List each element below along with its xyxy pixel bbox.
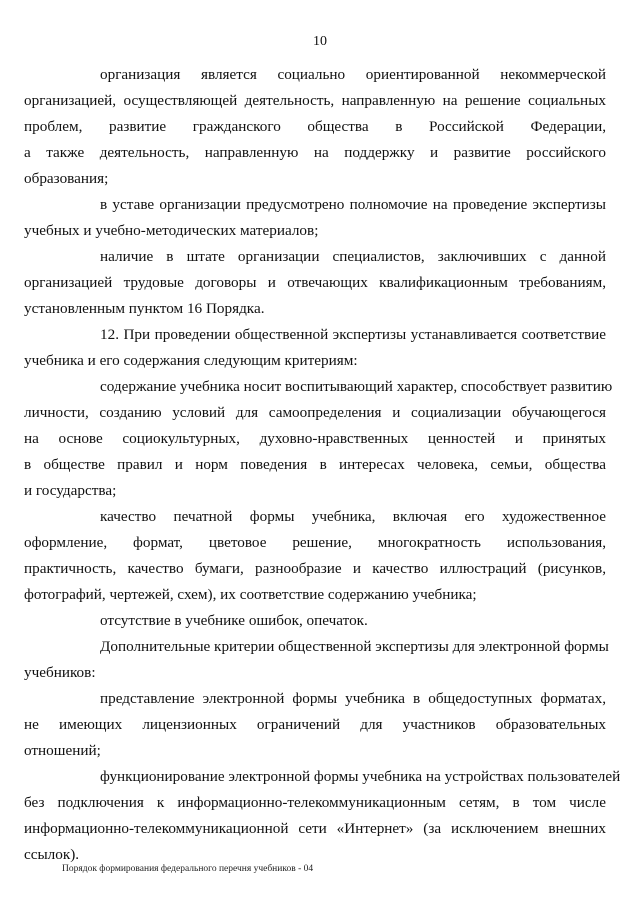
text-line: фотографий, чертежей, схем), их соответствие содержанию учебника; xyxy=(24,586,477,603)
text-line: организацией, осуществляющей деятельность, направленную на решение социальных xyxy=(24,92,606,109)
text-line: установленным пунктом 16 Порядка. xyxy=(24,300,265,317)
text-line: образования; xyxy=(24,170,109,187)
paragraph-criterion-socially-oriented xyxy=(24,62,606,192)
text-line: содержание учебника носит воспитывающий характер, способствует развитию xyxy=(100,378,613,395)
document-body xyxy=(24,62,621,868)
paragraph-criterion-print-quality xyxy=(24,504,606,608)
text-line: качество печатной формы учебника, включая его художественное xyxy=(100,508,606,525)
text-line: в обществе правил и норм поведения в интересах человека, семьи, общества xyxy=(24,456,606,473)
text-line: учебных и учебно-методических материалов; xyxy=(24,222,319,239)
paragraph-additional-criteria xyxy=(24,634,609,686)
text-line: не имеющих лицензионных ограничений для участников образовательных xyxy=(24,716,606,733)
text-line: практичность, качество бумаги, разнообразие и качество иллюстраций (рисунков, xyxy=(24,560,606,577)
text-line: ссылок). xyxy=(24,846,80,863)
paragraph-item-12 xyxy=(24,322,606,374)
paragraph-criterion-no-errors xyxy=(62,608,606,634)
text-line: Дополнительные критерии общественной экспертизы для электронной формы xyxy=(100,638,609,655)
text-line: проблем, развитие гражданского общества в Российской Федерации, xyxy=(24,118,606,135)
text-line: информационно-телекоммуникационной сети «Интернет» (за исключением внешних xyxy=(24,820,606,837)
text-line: и государства; xyxy=(24,482,117,499)
text-line: учебника и его содержания следующим критериям: xyxy=(24,352,358,369)
text-line: а также деятельность, направленную на поддержку и развитие российского xyxy=(24,144,606,161)
page-number: 10 xyxy=(313,34,327,49)
page-footer: Порядок формирования федерального перечня учебников - 04 xyxy=(62,864,314,874)
text-line: без подключения к информационно-телекоммуникационным сетям, в том числе xyxy=(24,794,606,811)
text-line: на основе социокультурных, духовно-нравственных ценностей и принятых xyxy=(24,430,606,447)
text-line: представление электронной формы учебника в общедоступных форматах, xyxy=(100,690,606,707)
text-line: отношений; xyxy=(24,742,101,759)
paragraph-criterion-offline xyxy=(24,764,621,868)
paragraph-criterion-formats xyxy=(24,686,606,764)
text-line: отсутствие в учебнике ошибок, опечаток. xyxy=(100,612,368,629)
text-line: в уставе организации предусмотрено полномочие на проведение экспертизы xyxy=(100,196,606,213)
text-line: личности, созданию условий для самоопределения и социализации обучающегося xyxy=(24,404,606,421)
paragraph-criterion-charter xyxy=(24,192,606,244)
text-line: функционирование электронной формы учебника на устройствах пользователей xyxy=(100,768,621,785)
text-line: учебников: xyxy=(24,664,96,681)
text-line: наличие в штате организации специалистов, заключивших с данной xyxy=(100,248,606,265)
text-line: организация является социально ориентированной некоммерческой xyxy=(100,66,606,83)
text-line: оформление, формат, цветовое решение, многократность использования, xyxy=(24,534,606,551)
paragraph-criterion-staff xyxy=(24,244,606,322)
text-line: 12. При проведении общественной экспертизы устанавливается соответствие xyxy=(100,326,606,343)
paragraph-criterion-content xyxy=(24,374,613,504)
text-line: организацией трудовые договоры и отвечающих квалификационным требованиям, xyxy=(24,274,606,291)
